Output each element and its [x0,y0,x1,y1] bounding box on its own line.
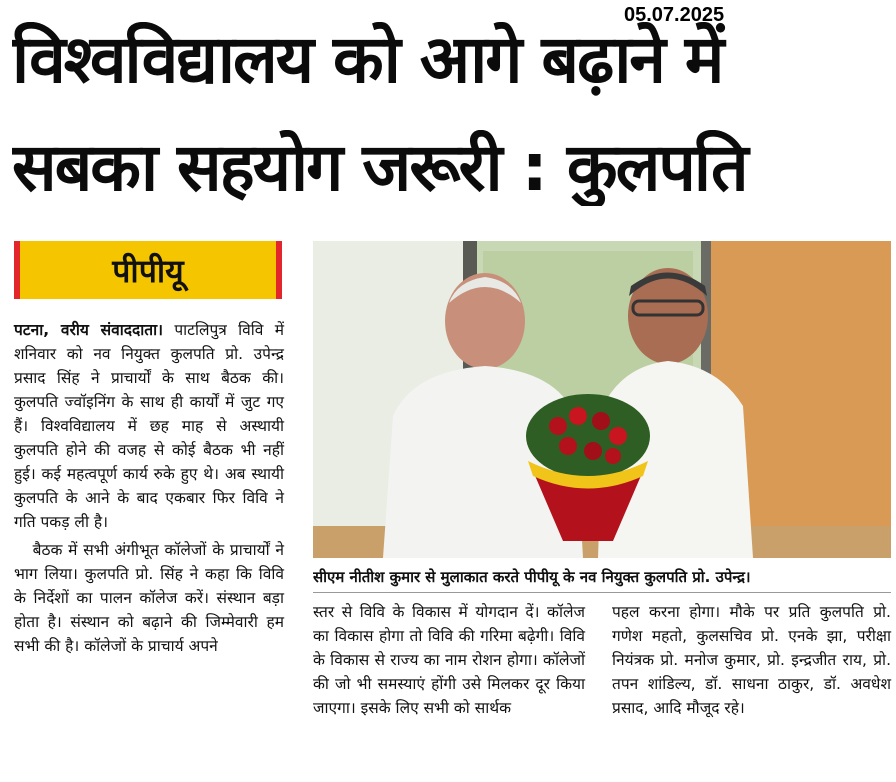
publication-date: 05.07.2025 [624,4,725,26]
article-column-2 [313,600,585,720]
article-paragraph-3: स्तर से विवि के विकास में योगदान दें। कॉलेज का विकास होगा तो विवि की गरिमा बढ़ेगी। विवि के विकास से राज्य का नाम रोशन होगा। कॉलेजों की जो भी समस्याएं होंगी उसे मिलकर दूर किया जाएगा। इसके लिए सभी को सार्थक [313,603,585,717]
news-photo [313,241,891,558]
article-column-3 [612,600,891,720]
photo-caption: सीएम नीतीश कुमार से मुलाकात करते पीपीयू के नव नियुक्त कुलपति प्रो. उपेन्द्र। [313,568,751,586]
photo-illustration [313,241,891,558]
headline-line-1: विश्वविद्यालय को आगे बढ़ाने में [12,22,723,98]
article-paragraph-1: पाटलिपुत्र विवि में शनिवार को नव नियुक्त कुलपति प्रो. उपेन्द्र प्रसाद सिंह ने प्राचार्यों के साथ बैठक की। कुलपति ज्वॉइनिंग के साथ ही कार्यों में जुट गए हैं। विश्वविद्यालय में छह माह से अस्थायी कुलपति होने की वजह से कोई बैठक भी नहीं हुई। कई महत्वपूर्ण कार्य रुके हुए थे। अब स्थायी कुलपति के आने के बाद एकबार फिर विवि ने गति पकड़ ली है। [14,321,285,531]
headline-line-2: सबका सहयोग जरूरी : कुलपति [12,130,747,206]
article-paragraph-2: बैठक में सभी अंगीभूत कॉलेजों के प्राचार्यों ने भाग लिया। कुलपति प्रो. सिंह ने कहा कि विवि के निर्देशों का पालन कॉलेज करें। संस्थान बड़ा होता है। संस्थान को बढ़ाने की जिम्मेवारी हम सभी की है। कॉलेजों के प्राचार्य अपने [14,541,284,655]
article-column-1 [14,318,284,658]
caption-divider [313,592,891,593]
section-tag-label: पीपीयू [112,251,184,290]
section-tag [14,241,282,299]
byline: पटना, वरीय संवाददाता। [14,321,163,339]
article-paragraph-4: पहल करना होगा। मौके पर प्रति कुलपति प्रो. गणेश महतो, कुलसचिव प्रो. एनके झा, परीक्षा नियंत्रक प्रो. मनोज कुमार, प्रो. इन्द्रजीत राय, प्रो. तपन शांडिल्य, डॉ. साधना ठाकुर, डॉ. अवधेश प्रसाद, आदि मौजूद रहे। [612,603,891,717]
